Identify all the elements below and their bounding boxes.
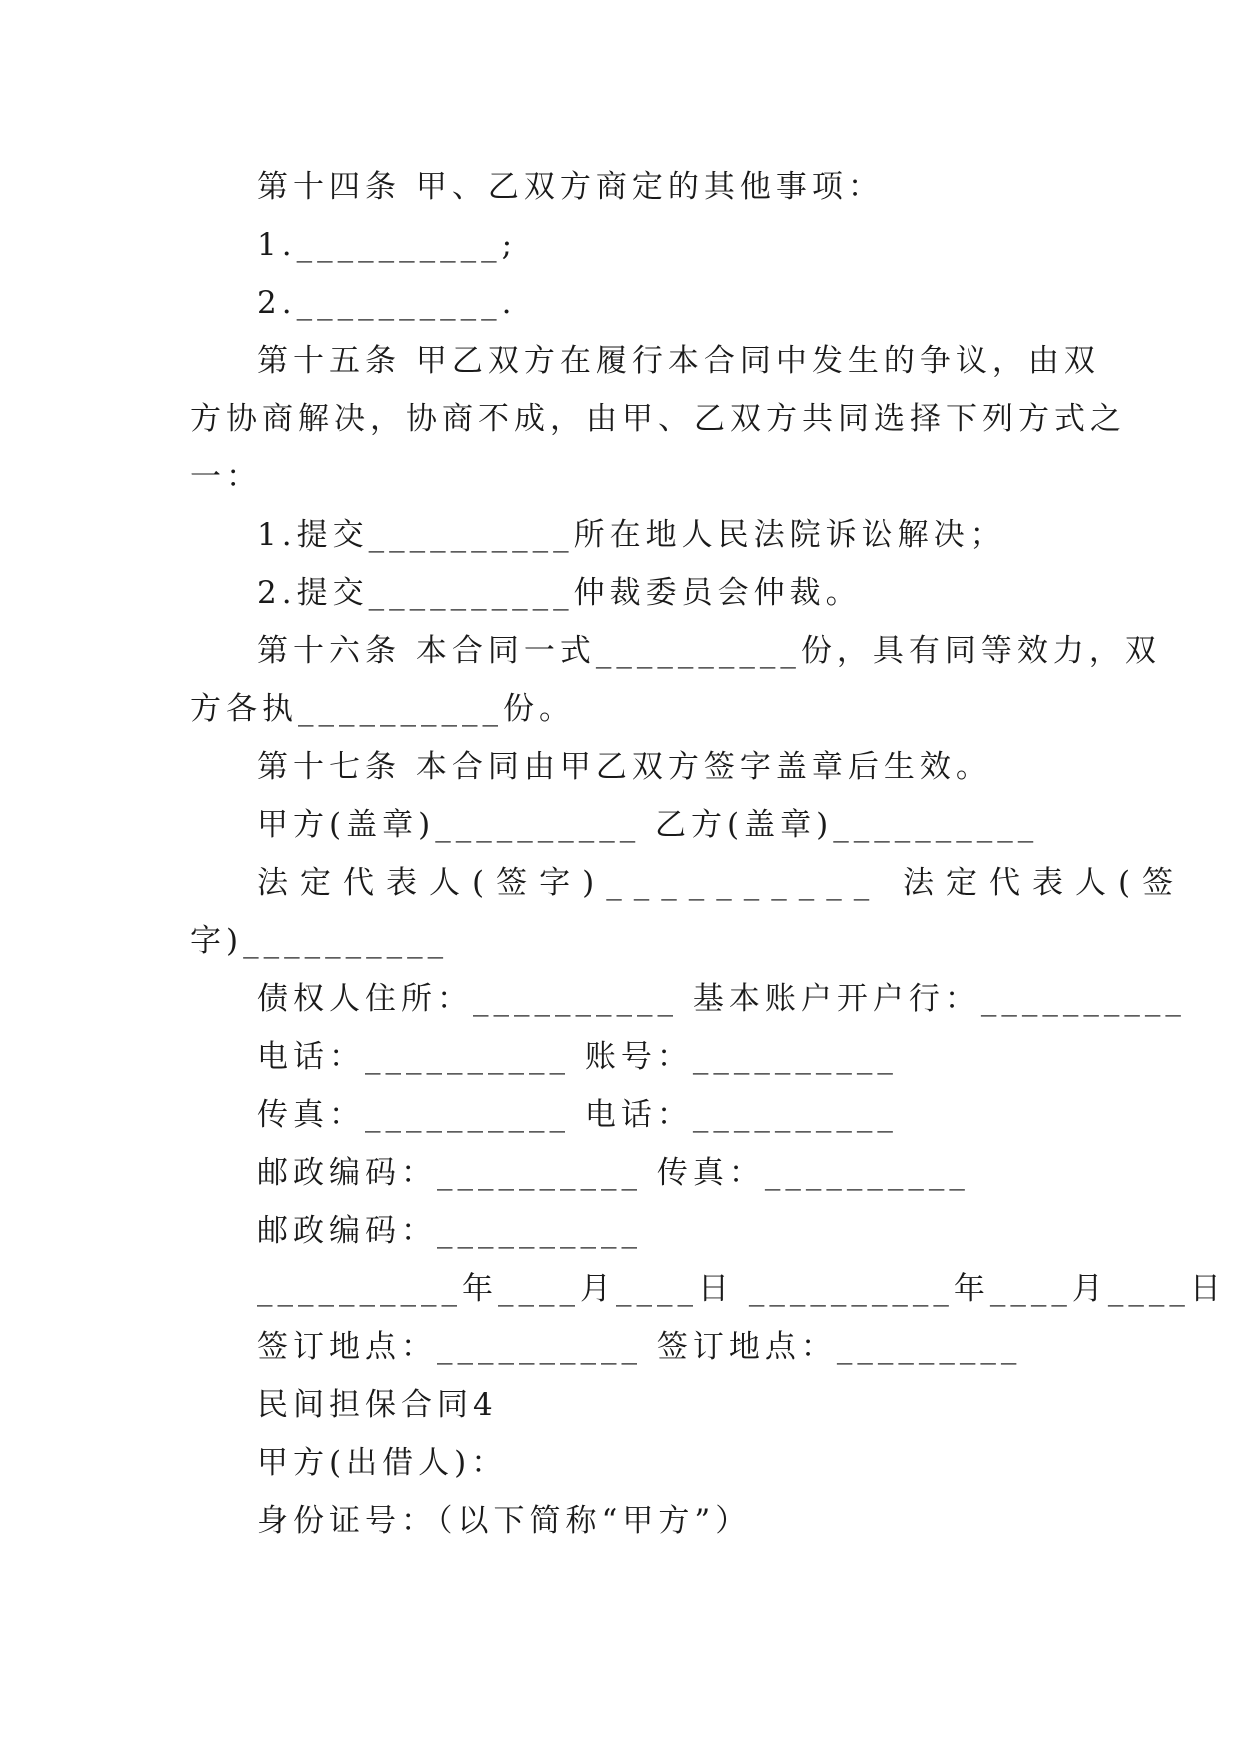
article-15-option-1: 1.提交__________所在地人民法院诉讼解决； [257,517,1006,553]
article-15-line-1: 第十五条 甲乙双方在履行本合同中发生的争议，由双 [257,343,1100,379]
article-14-heading: 第十四条 甲、乙双方商定的其他事项： [257,169,884,205]
article-15-option-2: 2.提交__________仲裁委员会仲裁。 [257,575,862,611]
article-16-line-1: 第十六条 本合同一式__________份，具有同等效力，双 [257,633,1161,669]
article-16-line-2: 方各执__________份。 [190,691,575,727]
legal-representative-line: 法定代表人(签字)__________ 法定代表人(签 [257,865,1186,901]
creditor-address-line: 债权人住所：__________ 基本账户开户行：__________ [257,981,1186,1017]
party-a-lender: 甲方(出借人)： [257,1445,508,1481]
postcode-line: 邮政编码：__________ [257,1213,642,1249]
article-15-line-3: 一： [190,459,262,495]
article-15-line-2: 方协商解决，协商不成，由甲、乙双方共同选择下列方式之 [190,401,1126,437]
party-seal-line: 甲方(盖章)__________ 乙方(盖章)__________ [257,807,1039,843]
date-line: __________年____月____日 __________年____月____日 [257,1271,1226,1307]
legal-representative-line-cont: 字)__________ [190,923,449,959]
contract-text [190,158,1226,1550]
article-14-item-1: 1.__________; [257,227,518,263]
postcode-fax-line: 邮政编码：__________ 传真：__________ [257,1155,970,1191]
article-17: 第十七条 本合同由甲乙双方签字盖章后生效。 [257,749,992,785]
id-number-line: 身份证号：（以下简称“甲方”） [257,1503,752,1539]
article-14-item-2: 2.__________. [257,285,517,321]
phone-account-line: 电话：__________ 账号：__________ [257,1039,898,1075]
signing-place-line: 签订地点：__________ 签订地点：_________ [257,1329,1022,1365]
section-title: 民间担保合同4 [257,1387,498,1423]
fax-phone-line: 传真：__________ 电话：__________ [257,1097,898,1133]
